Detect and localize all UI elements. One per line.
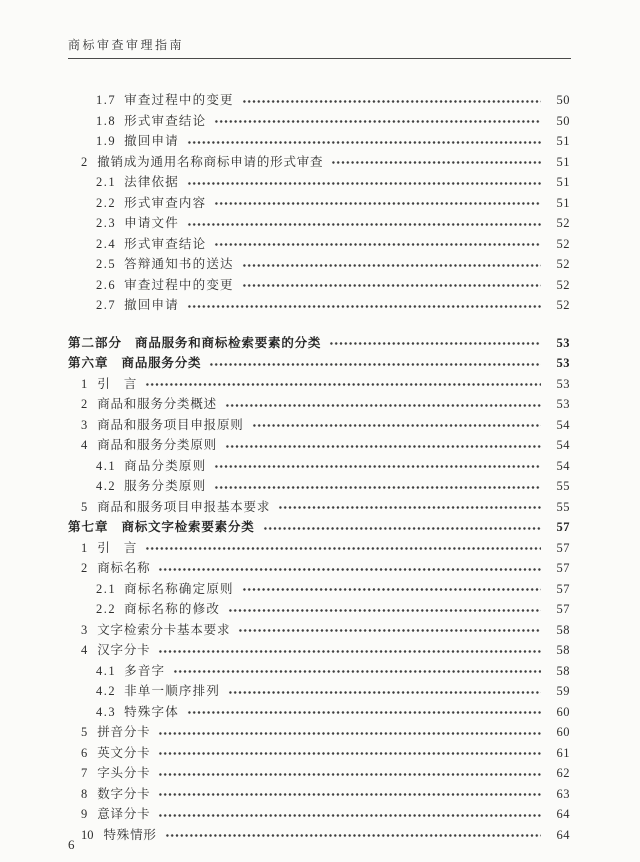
toc-entry-number: 4 [81, 643, 88, 657]
running-header: 商标审查审理指南 [68, 36, 571, 59]
toc-entry [81, 558, 570, 579]
toc-entry-title: 商品分类原则 [124, 458, 207, 473]
toc-entry-number: 2.3 [96, 216, 117, 230]
toc-entry [81, 497, 570, 518]
toc-entry-number: 3 [81, 417, 88, 432]
toc-entry-title: 商标文字检索要素分类 [121, 520, 255, 534]
toc-entry [96, 111, 570, 132]
dot-leader [165, 825, 541, 846]
dot-leader [331, 152, 541, 173]
toc-entry-number: 1.8 [96, 113, 117, 128]
toc-entry [96, 193, 570, 214]
toc-list [68, 90, 570, 845]
toc-entry-number: 2.6 [96, 277, 117, 292]
toc-entry-number: 2.2 [96, 195, 117, 210]
dot-leader [228, 599, 541, 620]
dot-leader [187, 295, 541, 316]
toc-entry-title: 商标名称确定原则 [124, 581, 234, 596]
toc-entry-page: 52 [556, 257, 570, 271]
dot-leader [329, 333, 541, 354]
toc-entry-page: 53 [556, 356, 570, 370]
dot-leader [242, 579, 541, 600]
dot-leader [252, 415, 541, 436]
toc-entry-title: 意译分卡 [97, 807, 151, 821]
dot-leader [278, 497, 541, 518]
toc-entry-title: 引 言 [97, 540, 138, 555]
toc-entry-number: 1.7 [96, 93, 117, 107]
toc-entry-title: 形式审查结论 [124, 236, 207, 251]
toc-entry [81, 435, 570, 456]
toc-entry-number: 1 [81, 376, 88, 391]
dot-leader [263, 517, 541, 538]
toc-entry-number: 2 [81, 561, 88, 575]
toc-entry-page: 54 [556, 438, 570, 452]
toc-entry-title: 申请文件 [124, 216, 179, 230]
dot-leader [225, 394, 541, 415]
toc-entry-title: 商品和服务分类原则 [97, 438, 217, 452]
toc-entry-number: 10 [81, 827, 94, 842]
toc-entry-page: 51 [556, 134, 570, 148]
toc-entry-number: 4.1 [96, 663, 117, 678]
toc-entry-number: 4 [81, 438, 88, 452]
toc-entry-title: 多音字 [124, 663, 166, 678]
toc-entry-page: 64 [556, 807, 570, 821]
toc-entry-title: 商品服务和商标检索要素的分类 [135, 335, 322, 350]
toc-entry-page: 55 [556, 479, 570, 493]
toc-entry-number: 2.1 [96, 581, 117, 596]
toc-entry [96, 254, 570, 275]
toc-entry-number: 5 [81, 499, 88, 514]
dot-leader [214, 234, 541, 255]
toc-entry-title: 特殊字体 [124, 704, 179, 719]
toc-entry [81, 394, 570, 415]
toc-entry-title: 字头分卡 [97, 766, 151, 780]
toc-entry-page: 57 [556, 561, 570, 575]
dot-leader [145, 538, 541, 559]
toc-entry-number: 第七章 [68, 520, 109, 534]
toc-entry-title: 形式审查结论 [124, 113, 207, 128]
toc-entry-page: 52 [556, 298, 570, 312]
toc-entry-title: 特殊情形 [103, 827, 157, 842]
toc-entry-title: 答辩通知书的送达 [124, 257, 234, 271]
toc-entry-page: 54 [556, 417, 570, 432]
dot-leader [214, 111, 541, 132]
toc-entry-number: 2.7 [96, 298, 117, 312]
toc-entry-title: 商标名称的修改 [124, 602, 221, 616]
toc-entry-number: 2.5 [96, 257, 117, 271]
toc-entry-page: 57 [556, 540, 570, 555]
toc-entry-page: 57 [556, 602, 570, 616]
toc-entry [96, 213, 570, 234]
toc-entry [81, 620, 570, 641]
toc-entry-title: 法律依据 [124, 175, 179, 189]
dot-leader [158, 743, 541, 764]
toc-entry-number: 4.1 [96, 458, 117, 473]
toc-entry [96, 456, 570, 477]
toc-entry-number: 2 [81, 154, 88, 169]
toc-entry-page: 58 [556, 643, 570, 657]
toc-entry-title: 撤销成为通用名称商标申请的形式审查 [97, 154, 324, 169]
toc-entry-page: 60 [556, 704, 570, 719]
toc-entry [81, 763, 570, 784]
dot-leader [187, 172, 541, 193]
toc-entry [81, 722, 570, 743]
toc-entry-title: 商品服务分类 [121, 356, 202, 370]
dot-leader [214, 456, 541, 477]
toc-entry-title: 审查过程中的变更 [124, 277, 234, 292]
toc-entry [81, 804, 570, 825]
toc-entry [96, 661, 570, 682]
toc-entry-number: 4.2 [96, 684, 117, 698]
toc-entry-number: 4.3 [96, 704, 117, 719]
dot-leader [158, 640, 541, 661]
toc-entry-number: 2 [81, 397, 88, 411]
toc-entry-title: 撤回申请 [124, 134, 179, 148]
toc-entry [96, 599, 570, 620]
toc-entry-page: 53 [556, 335, 570, 350]
toc-entry-number: 第二部分 [68, 335, 123, 350]
dot-leader [242, 90, 541, 111]
dot-leader [187, 702, 541, 723]
toc-entry-page: 63 [556, 786, 570, 801]
toc-entry-number: 7 [81, 766, 88, 780]
toc-entry-page: 53 [556, 397, 570, 411]
toc-entry-title: 非单一顺序排列 [124, 684, 221, 698]
toc-entry-page: 62 [556, 766, 570, 780]
toc-entry-title: 撤回申请 [124, 298, 179, 312]
toc-entry [81, 825, 570, 846]
toc-entry [96, 172, 570, 193]
toc-entry-page: 58 [556, 622, 570, 637]
dot-leader [242, 254, 541, 275]
toc-entry [68, 353, 570, 374]
toc-entry-title: 形式审查内容 [124, 195, 207, 210]
toc-entry [81, 538, 570, 559]
toc-entry-page: 59 [556, 684, 570, 698]
toc-entry-number: 1.9 [96, 134, 117, 148]
toc-entry [68, 517, 570, 538]
toc-entry-page: 54 [556, 458, 570, 473]
toc-entry-page: 52 [556, 216, 570, 230]
toc-entry [81, 743, 570, 764]
toc-entry-title: 英文分卡 [97, 745, 151, 760]
toc-entry-page: 51 [556, 154, 570, 169]
dot-leader [225, 435, 541, 456]
toc-entry-number: 5 [81, 725, 88, 739]
toc-entry-title: 文字检索分卡基本要求 [97, 622, 231, 637]
dot-leader [214, 476, 541, 497]
toc-entry-page: 50 [556, 113, 570, 128]
dot-leader [242, 275, 541, 296]
toc-entry-title: 服务分类原则 [124, 479, 207, 493]
toc-entry-page: 51 [556, 195, 570, 210]
toc-entry-page: 57 [556, 520, 570, 534]
toc-entry [68, 333, 570, 354]
dot-leader [158, 558, 541, 579]
dot-leader [187, 213, 541, 234]
toc-entry [96, 131, 570, 152]
dot-leader [158, 784, 541, 805]
toc-entry [81, 374, 570, 395]
toc-entry [96, 681, 570, 702]
toc-entry [96, 295, 570, 316]
toc-entry-title: 商品和服务项目申报原则 [97, 417, 244, 432]
toc-entry-page: 52 [556, 277, 570, 292]
toc-entry-title: 拼音分卡 [97, 725, 151, 739]
toc-entry-page: 50 [556, 93, 570, 107]
dot-leader [173, 661, 541, 682]
toc-entry-page: 60 [556, 725, 570, 739]
toc-entry-page: 51 [556, 175, 570, 189]
toc-entry [81, 784, 570, 805]
toc-entry-title: 汉字分卡 [97, 643, 151, 657]
toc-entry [96, 579, 570, 600]
toc-entry-number: 3 [81, 622, 88, 637]
page-number: 6 [68, 837, 75, 852]
toc-entry-page: 52 [556, 236, 570, 251]
toc-entry [96, 275, 570, 296]
toc-entry-title: 审查过程中的变更 [124, 93, 234, 107]
toc-entry-title: 数字分卡 [97, 786, 151, 801]
toc-entry-page: 58 [556, 663, 570, 678]
toc-entry-number: 9 [81, 807, 88, 821]
toc-entry [96, 702, 570, 723]
toc-entry-title: 商品和服务项目申报基本要求 [97, 499, 271, 514]
toc-entry-title: 商品和服务分类概述 [97, 397, 217, 411]
toc-entry [81, 152, 570, 173]
toc-entry-number: 6 [81, 745, 88, 760]
dot-leader [145, 374, 541, 395]
toc-entry-number: 4.2 [96, 479, 117, 493]
toc-entry-number: 2.1 [96, 175, 117, 189]
toc-entry-title: 引 言 [97, 376, 138, 391]
toc-entry-number: 2.2 [96, 602, 117, 616]
toc-entry [96, 476, 570, 497]
toc-entry-number: 第六章 [68, 356, 109, 370]
toc-entry [81, 640, 570, 661]
toc-entry [96, 90, 570, 111]
toc-entry-page: 64 [556, 827, 570, 842]
toc-entry-title: 商标名称 [97, 561, 151, 575]
toc-entry [81, 415, 570, 436]
dot-leader [228, 681, 541, 702]
toc-entry-number: 2.4 [96, 236, 117, 251]
toc-entry-page: 53 [556, 376, 570, 391]
toc-entry-page: 57 [556, 581, 570, 596]
dot-leader [158, 763, 541, 784]
toc-entry-page: 61 [556, 745, 570, 760]
toc-entry-number: 1 [81, 540, 88, 555]
dot-leader [214, 193, 541, 214]
toc-entry-number: 8 [81, 786, 88, 801]
dot-leader [238, 620, 541, 641]
dot-leader [158, 804, 541, 825]
dot-leader [209, 353, 541, 374]
toc-entry-page: 55 [556, 499, 570, 514]
dot-leader [187, 131, 541, 152]
toc-entry [96, 234, 570, 255]
dot-leader [158, 722, 541, 743]
